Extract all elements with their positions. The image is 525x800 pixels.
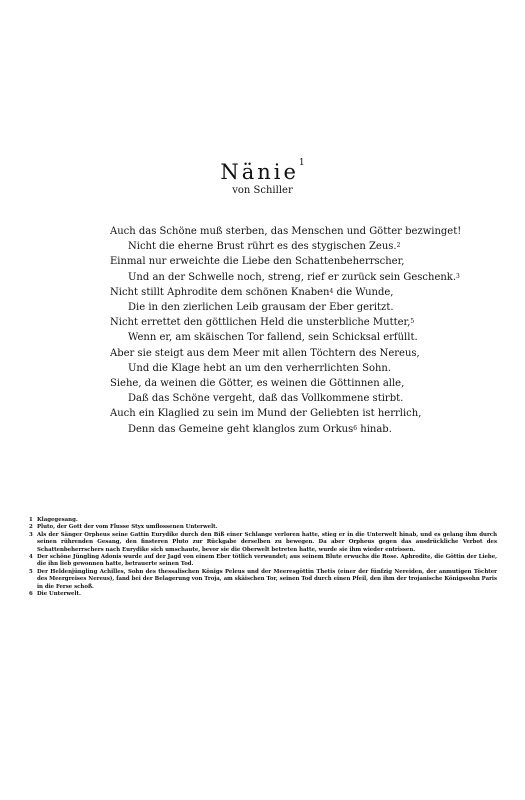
poem-line-text: Nicht errettet den göttlichen Held die unsterbliche Mutter,: [110, 317, 411, 329]
poem-title-text: Nänie: [220, 160, 299, 184]
footnote: [29, 554, 497, 569]
footnote: [29, 591, 497, 598]
poem-line: [110, 376, 430, 391]
footnote-text: Der Heldenjüngling Achilles, Sohn des thessalischen Königs Peleus und der Meeresgöttin Thetis (einer der fünfzig Nereiden, der anmutigen Töchter des Meergreises Nereus), fand bei der Belagerung von Troja, am skäischen Tor, seinen Tod durch einen Pfeil, den ihm der trojanische Königssohn Paris in die Ferse schoß.: [37, 568, 497, 590]
poem-line-text: Auch ein Klaglied zu sein im Mund der Geliebten ist herrlich,: [110, 408, 422, 420]
footnote-number: 5: [29, 568, 33, 575]
poem-line-text: Nicht die eherne Brust rührt es des stygischen Zeus.: [128, 241, 397, 253]
footnote: [29, 569, 497, 591]
footnote-text: Der schöne Jüngling Adonis wurde auf der Jagd von einem Eber tötlich verwundet; aus seinem Blute erwuchs die Rose. Aphrodite, die Göttin der Liebe, die ihn lieb gewonnen hatte, betrauerte seinen Tod.: [37, 554, 497, 568]
poem-body: [110, 224, 462, 437]
poem-line-text: Aber sie steigt aus dem Meer mit allen Töchtern des Nereus,: [110, 347, 420, 359]
poem-line: [110, 330, 430, 345]
footnotes: [29, 517, 497, 598]
footnote-marker: 3: [456, 272, 460, 280]
footnote-marker: 5: [410, 318, 415, 326]
poem-line-text: Einmal nur erweichte die Liebe den Schattenbeherrscher,: [110, 256, 405, 268]
poem-author: von Schiller: [232, 185, 293, 196]
poem-line-text: die Wunde,: [333, 286, 394, 298]
poem-line-text: Denn das Gemeine geht klanglos zum Orkus: [128, 423, 354, 435]
poem-line-text: hinab.: [357, 423, 392, 435]
footnote-marker: 2: [396, 242, 401, 250]
poem-line: [110, 361, 430, 376]
footnote: [29, 517, 497, 524]
footnote: [29, 524, 497, 531]
footnote-number: 1: [29, 517, 33, 523]
poem-line: [110, 285, 430, 300]
poem-line: [110, 422, 430, 437]
footnote-number: 3: [29, 531, 33, 538]
poem-line-text: Daß das Schöne vergeht, daß das Vollkommene stirbt.: [128, 393, 404, 405]
poem-line-text: Nicht stillt Aphrodite dem schönen Knaben: [110, 286, 330, 298]
poem-line: [110, 315, 430, 330]
poem-line-text: Auch das Schöne muß sterben, das Menschen und Götter bezwinget!: [110, 226, 462, 237]
poem-line-text: Und an der Schwelle noch, streng, rief er zurück sein Geschenk.: [128, 271, 457, 283]
title-footnote-marker: 1: [298, 158, 305, 168]
poem-line: [110, 391, 430, 406]
poem-line-text: Siehe, da weinen die Götter, es weinen die Göttinnen alle,: [110, 378, 405, 390]
footnote-number: 6: [29, 591, 33, 598]
poem-line: [110, 346, 430, 361]
poem-line: [110, 406, 430, 421]
poem-line: [110, 239, 430, 254]
footnote-number: 2: [29, 524, 33, 531]
poem-line-text: Und die Klage hebt an um den verherrlichten Sohn.: [128, 362, 392, 374]
poem-line: [110, 270, 460, 285]
poem-line: [110, 254, 430, 269]
footnote-text: Pluto, der Gott der vom Flusse Styx umflossenen Unterwelt.: [37, 524, 218, 531]
footnote-number: 4: [29, 554, 33, 561]
footnote-marker: 6: [353, 424, 358, 432]
poem-line-text: Die in den zierlichen Leib grausam der Eber geritzt.: [128, 302, 394, 314]
footnote-text: Klagegesang.: [37, 517, 78, 523]
footnote: [29, 532, 497, 554]
poem-line-text: Wenn er, am skäischen Tor fallend, sein Schicksal erfüllt.: [128, 332, 418, 344]
poem-line: [110, 224, 462, 239]
footnote-text: Die Unterwelt.: [37, 591, 81, 598]
poem-line: [110, 300, 430, 315]
footnote-marker: 4: [329, 287, 334, 295]
poem-title: [0, 160, 525, 184]
footnote-text: Als der Sänger Orpheus seine Gattin Eurydike durch den Biß einer Schlange verloren hatte, stieg er in die Unterwelt hinab, und es gelang ihm durch seinen rührenden Gesang, den finsteren Pluto zur Rückgabe derselben zu bewegen. Da aber Orpheus gegen das ausdrückliche Verbot des Schattenbeherrschers nach Eurydike sich umschaute, bevor sie die Oberwelt betreten hatte, wurde sie ihm wieder entrissen.: [37, 531, 497, 553]
